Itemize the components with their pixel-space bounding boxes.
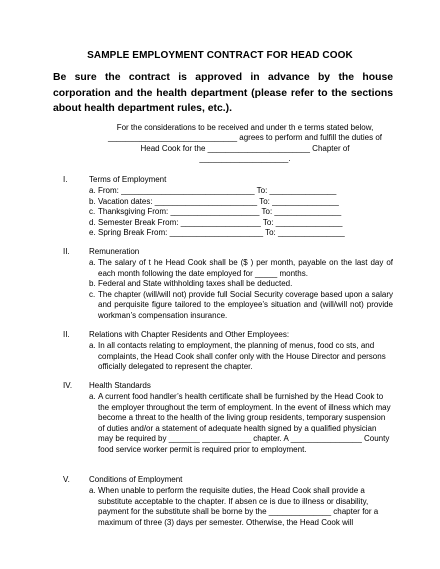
list-item bbox=[63, 186, 393, 197]
section-remuneration bbox=[63, 247, 393, 322]
item-letter: a. bbox=[89, 341, 96, 350]
section-number: I. bbox=[63, 175, 68, 184]
list-item bbox=[63, 218, 393, 229]
list-item bbox=[63, 207, 393, 218]
item-letter: a. bbox=[89, 392, 96, 401]
item-letter: a. bbox=[89, 258, 96, 267]
list-item bbox=[63, 258, 393, 279]
item-text: Spring Break From: _____________________ To: _______________ bbox=[98, 228, 345, 238]
considerations-line: _____________________________ agrees to perform and fulfill the duties of bbox=[108, 133, 382, 143]
section-title: Relations with Chapter Residents and Other Employees: bbox=[89, 330, 290, 339]
item-letter: a. bbox=[89, 486, 96, 495]
section-header bbox=[63, 175, 393, 186]
item-letter: e. bbox=[89, 228, 96, 238]
considerations-block bbox=[105, 123, 385, 165]
section-number: V. bbox=[63, 475, 70, 484]
list-item bbox=[63, 228, 393, 239]
section-header bbox=[63, 330, 393, 341]
item-letter: c. bbox=[89, 207, 96, 217]
document-title: SAMPLE EMPLOYMENT CONTRACT FOR HEAD COOK bbox=[87, 50, 353, 61]
section-header bbox=[63, 475, 393, 486]
section-terms-of-employment bbox=[63, 175, 393, 239]
intro-note: Be sure the contract is approved in advance by the house corporation and the health department (please refer to the sections about health department rules, etc.). bbox=[53, 72, 393, 114]
item-letter: d. bbox=[89, 217, 96, 227]
item-letter: b. bbox=[89, 196, 96, 206]
list-item bbox=[63, 486, 393, 528]
section-conditions-of-employment bbox=[63, 475, 393, 528]
section-number: II. bbox=[63, 247, 70, 256]
item-letter: c. bbox=[89, 289, 96, 299]
considerations-line: For the considerations to be received and under th e terms stated below, bbox=[116, 123, 374, 132]
section-header bbox=[63, 381, 393, 392]
considerations-line: Head Cook for the _______________________ Chapter of bbox=[140, 143, 350, 153]
item-letter: b. bbox=[89, 279, 96, 289]
item-text: In all contacts relating to employment, the planning of menus, food co sts, and complaints, the Head Cook shall confer only with the House Director and persons officially delegated to represent the chapter. bbox=[98, 341, 386, 372]
item-text: Thanksgiving From: ____________________ To: _______________ bbox=[98, 207, 342, 217]
item-text: From: ______________________________ To: _______________ bbox=[98, 186, 337, 195]
section-title: Health Standards bbox=[89, 381, 151, 390]
item-text: Federal and State withholding taxes shall be deducted. bbox=[98, 279, 293, 289]
section-title: Terms of Employment bbox=[89, 175, 167, 184]
section-header bbox=[63, 247, 393, 258]
item-text: When unable to perform the requisite duties, the Head Cook shall provide a substitute acceptable to the chapter. If absen ce is due to illness or disability, payment for the substitute shall be borne by the ______________ chapter for a maximum of three (3) days per semester. Otherwise, the Head Cook will bbox=[98, 486, 379, 527]
list-item bbox=[63, 341, 393, 373]
section-number: IV. bbox=[63, 381, 73, 390]
section-health-standards bbox=[63, 381, 393, 456]
considerations-line: ____________________. bbox=[199, 154, 291, 164]
section-title: Conditions of Employment bbox=[89, 475, 183, 484]
list-item bbox=[63, 392, 393, 456]
item-text: A current food handler’s health certificate shall be furnished by the Head Cook to the employer throughout the term of employment. In the event of illness which may become a threat to the health of the living group residents, temporary suspension of duties and/or a statement of adequate health signed by a qualified physician may be required by _______ ___________ chapter. A ________________ County food service worker permit is required prior to employment. bbox=[98, 392, 391, 454]
section-relations bbox=[63, 330, 393, 373]
section-title: Remuneration bbox=[89, 247, 140, 256]
item-text: The salary of t he Head Cook shall be ($ ) per month, payable on the last day of each month following the date employed for _____ months. bbox=[98, 258, 393, 278]
item-text: The chapter (will/will not) provide full Social Security coverage based upon a salary and perquisite figure tailored to the employee’s situation and (will/will not) provide workman’s compensation insurance. bbox=[98, 289, 393, 320]
section-number: II. bbox=[63, 330, 70, 339]
item-letter: a. bbox=[89, 186, 96, 195]
item-text: Vacation dates: _______________________ To: _______________ bbox=[98, 196, 339, 206]
list-item bbox=[63, 279, 393, 290]
list-item bbox=[63, 197, 393, 208]
list-item bbox=[63, 290, 393, 322]
item-text: Semester Break From: __________________ To: _______________ bbox=[98, 217, 343, 227]
